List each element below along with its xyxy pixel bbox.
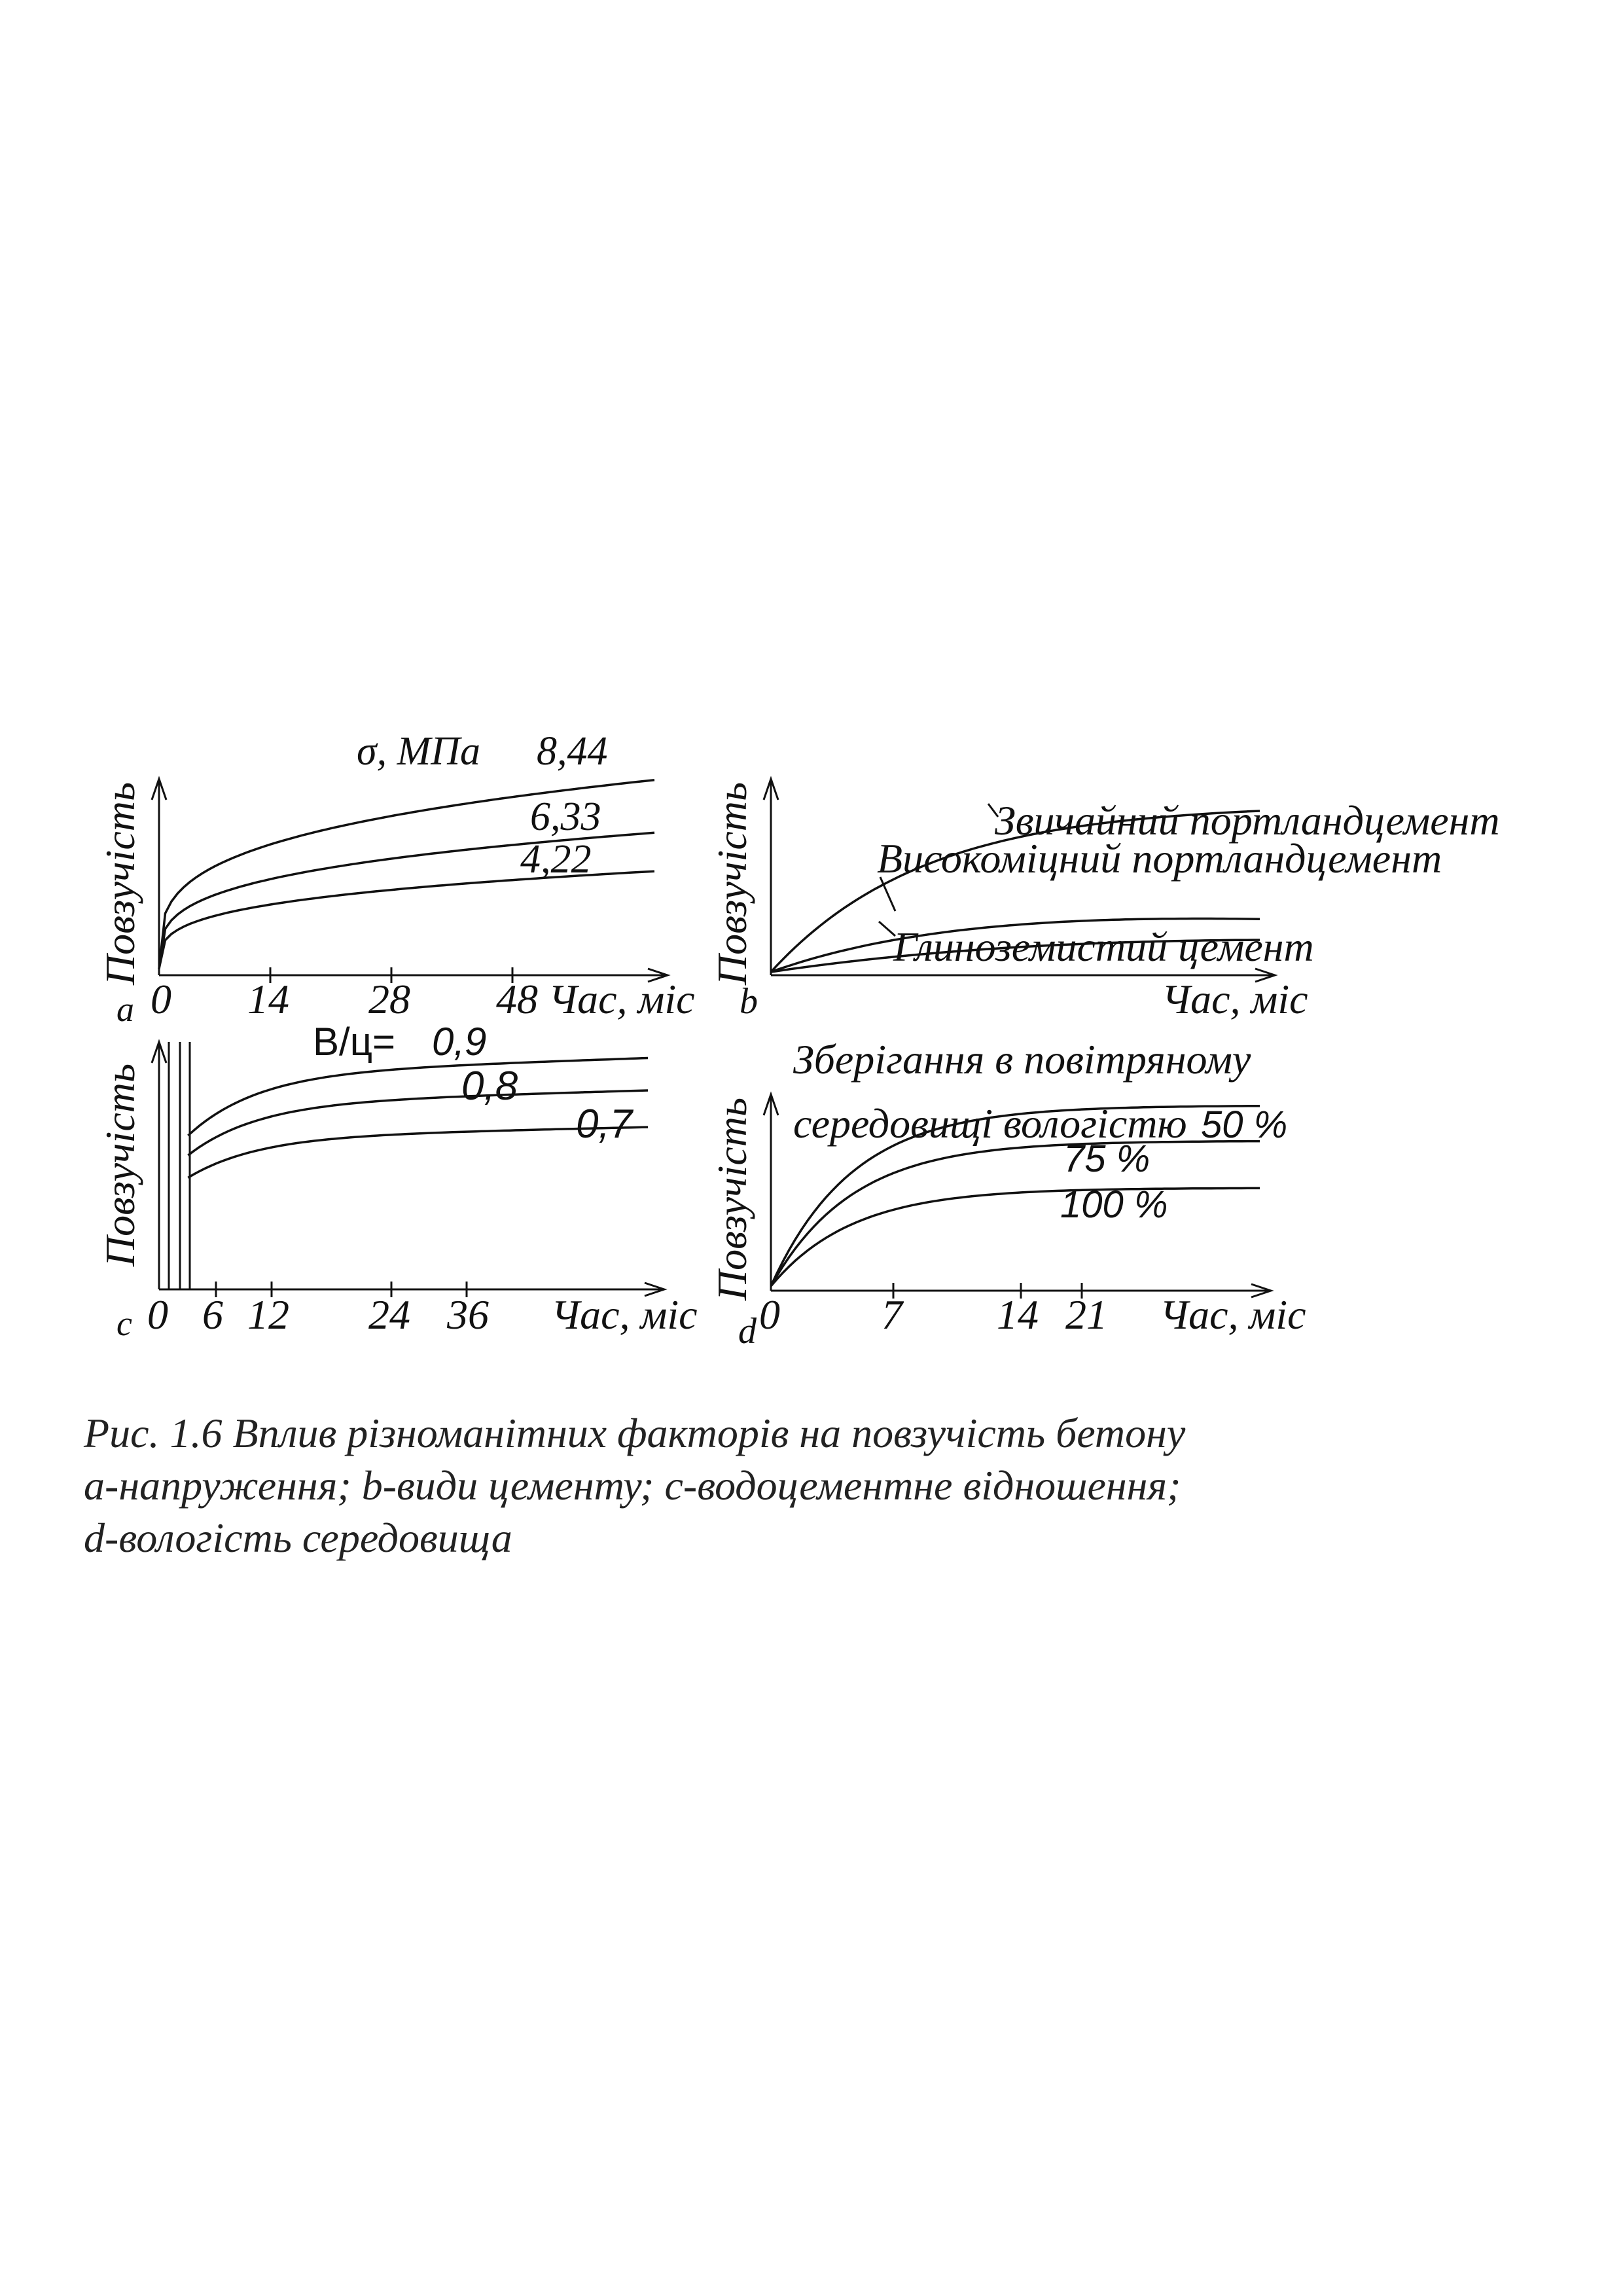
panel-c-xtick-12: 12 [247, 1291, 289, 1338]
panel-c-ylabel: Повзучість [97, 1063, 143, 1267]
panel-c-label-07: 0,7 [576, 1102, 633, 1147]
panel-a-label-422: 4,22 [520, 837, 592, 882]
panel-b [709, 779, 1500, 1022]
panel-a-letter: a [116, 990, 134, 1029]
panel-a-label-633: 6,33 [530, 795, 601, 839]
panel-d-curve-75 [771, 1141, 1260, 1286]
panel-a [97, 729, 695, 1029]
panel-c [97, 1020, 698, 1343]
figure-caption [84, 1407, 1524, 1564]
caption-line-2: a-напруження; b-види цементу; c-водоцементне відношення; [84, 1462, 1181, 1509]
panel-c-letter: c [116, 1304, 132, 1343]
panel-c-series-header: В/ц= [313, 1020, 396, 1064]
panel-c-label-09: 0,9 [432, 1020, 487, 1064]
panel-d [709, 1036, 1306, 1352]
panel-d-xtick-21: 21 [1065, 1291, 1107, 1338]
panel-b-label-ordinary: Звичайний портландцемент [995, 797, 1500, 844]
panel-d-label-100: 100 % [1060, 1183, 1168, 1226]
panel-a-label-844: 8,44 [537, 729, 608, 774]
panel-a-xtick-28: 28 [368, 976, 410, 1022]
panel-d-xtick-7: 7 [882, 1291, 902, 1338]
panel-c-xtick-36: 36 [447, 1291, 489, 1338]
panel-b-label-highstrength: Високоміцний портландцемент [877, 835, 1442, 882]
panel-c-xtick-24: 24 [368, 1291, 410, 1338]
panel-b-xlabel: Час, міс [1162, 976, 1308, 1022]
panel-d-ylabel: Повзучість [709, 1097, 755, 1301]
panel-b-letter: b [740, 981, 758, 1022]
panel-a-xtick-48: 48 [496, 976, 538, 1022]
panel-a-curve-422 [159, 871, 654, 969]
panel-d-header-line1: Зберігання в повітряному [793, 1036, 1251, 1083]
panel-d-xtick-14: 14 [997, 1291, 1039, 1338]
panel-a-xlabel: Час, міс [548, 976, 695, 1022]
panel-a-xtick-14: 14 [247, 976, 289, 1022]
caption-line-1: Рис. 1.6 Вплив різноманітних факторів на повзучість бетону [84, 1410, 1186, 1456]
caption-line-3: d-вологість середовища [84, 1515, 512, 1561]
panel-a-xtick-0: 0 [151, 976, 171, 1022]
panel-c-xlabel: Час, міс [551, 1291, 698, 1338]
panel-d-label-75: 75 % [1063, 1138, 1150, 1180]
panel-d-letter: d [738, 1311, 757, 1352]
panel-d-curve-100 [771, 1188, 1260, 1286]
panel-a-ylabel: Повзучість [97, 781, 143, 986]
panel-a-series-header: σ, МПа [357, 729, 480, 774]
panel-c-xtick-0: 0 [147, 1291, 168, 1338]
panel-b-label-alumina: Глиноземистий цемент [893, 924, 1314, 970]
panel-d-xtick-0: 0 [759, 1291, 780, 1338]
panel-d-label-50: 50 % [1201, 1103, 1288, 1146]
panel-d-xlabel: Час, міс [1160, 1291, 1306, 1338]
panel-c-label-08: 0,8 [461, 1064, 518, 1109]
panel-c-xtick-6: 6 [202, 1291, 223, 1338]
panel-b-ylabel: Повзучість [709, 781, 755, 986]
panel-d-header-line2: середовищі вологістю [793, 1100, 1187, 1147]
